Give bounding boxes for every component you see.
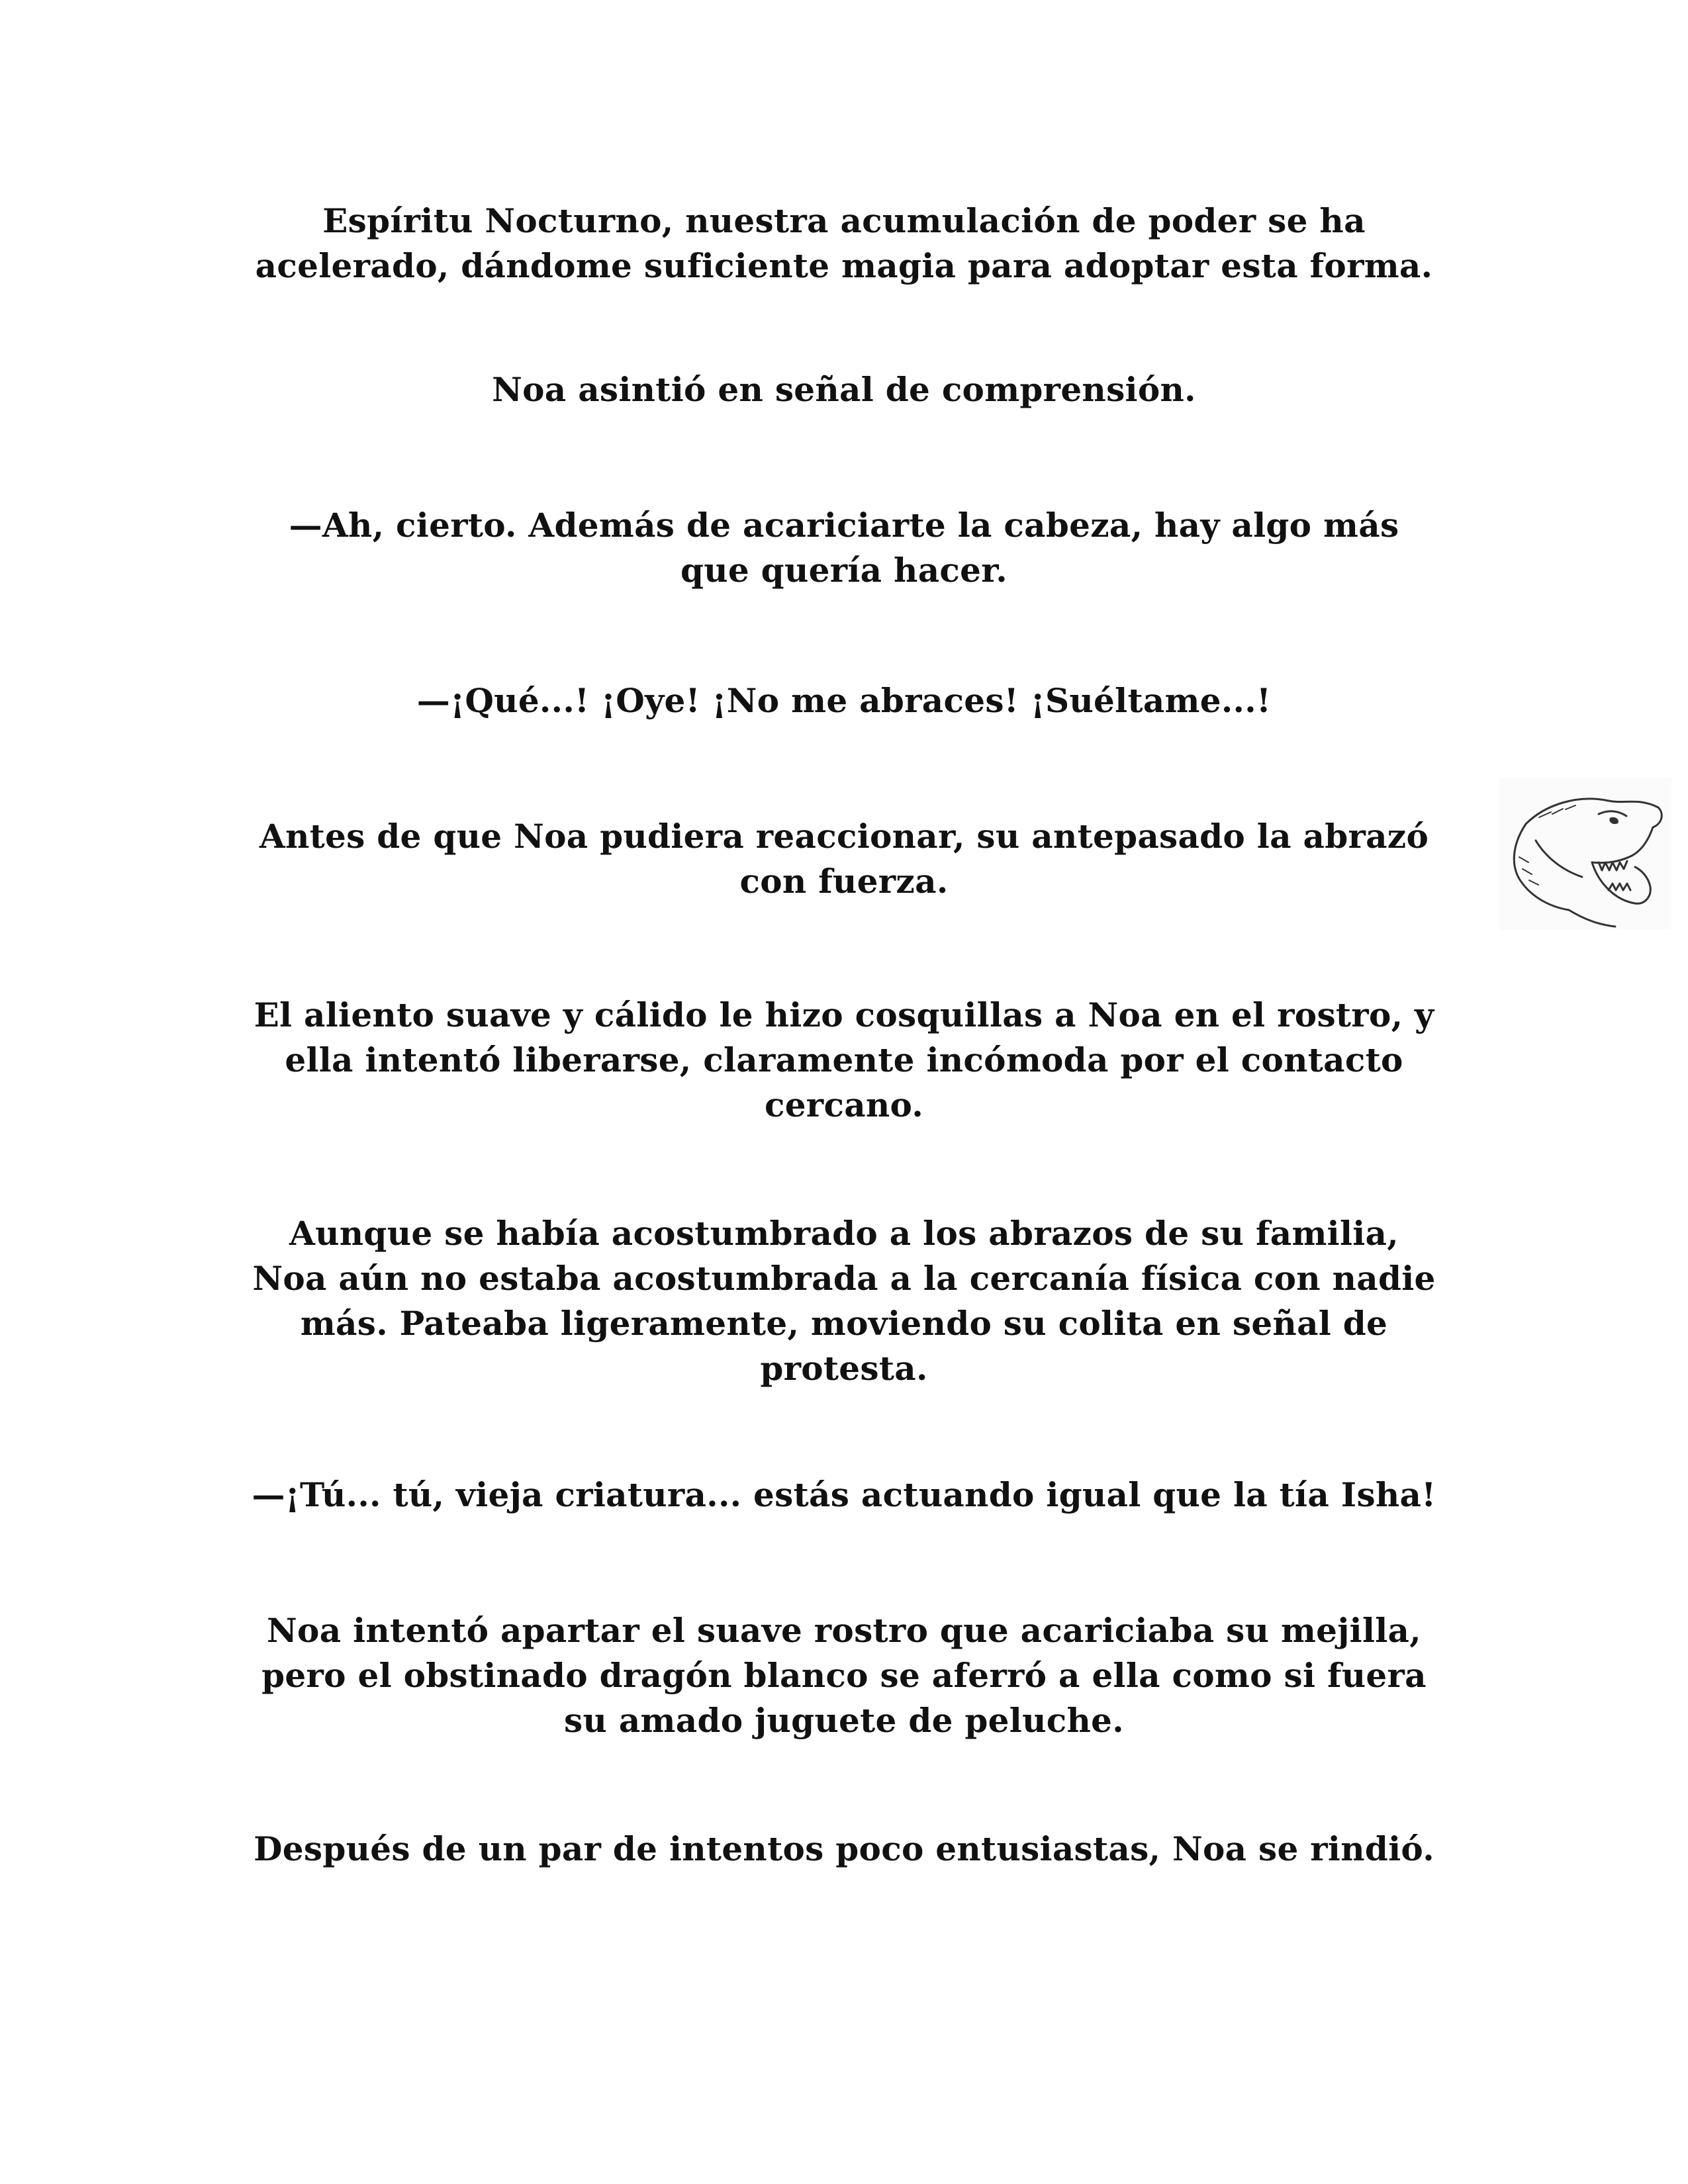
paragraph-3: —Ah, cierto. Además de acariciarte la cabeza, hay algo más que quería hacer. (289, 506, 1399, 590)
paragraph-7: Aunque se había acostumbrado a los abrazos de su familia, Noa aún no estaba acostumbrada a la cercanía física con nadie más. Pateaba ligeramente, moviendo su colita en señal de protesta. (252, 1214, 1436, 1388)
paragraph-8: —¡Tú... tú, vieja criatura... estás actuando igual que la tía Isha! (252, 1475, 1436, 1514)
paragraph-4: —¡Qué...! ¡Oye! ¡No me abraces! ¡Suéltame...! (416, 681, 1272, 720)
paragraph-9: Noa intentó apartar el suave rostro que acariciaba su mejilla, pero el obstinado dragón blanco se aferró a ella como si fuera su amado juguete de peluche. (261, 1611, 1427, 1740)
paragraph-6: El aliento suave y cálido le hizo cosquillas a Noa en el rostro, y ella intentó liberarse, claramente incómoda por el contacto cercano. (254, 995, 1434, 1124)
paragraph-1: Espíritu Nocturno, nuestra acumulación de poder se ha acelerado, dándome suficiente magia para adoptar esta forma. (255, 201, 1433, 285)
dinosaur-head-sketch-icon (1499, 778, 1671, 930)
paragraph-10: Después de un par de intentos poco entusiastas, Noa se rindió. (254, 1829, 1434, 1868)
paragraph-5: Antes de que Noa pudiera reaccionar, su antepasado la abrazó con fuerza. (259, 817, 1429, 901)
paragraph-2: Noa asintió en señal de comprensión. (492, 370, 1196, 409)
